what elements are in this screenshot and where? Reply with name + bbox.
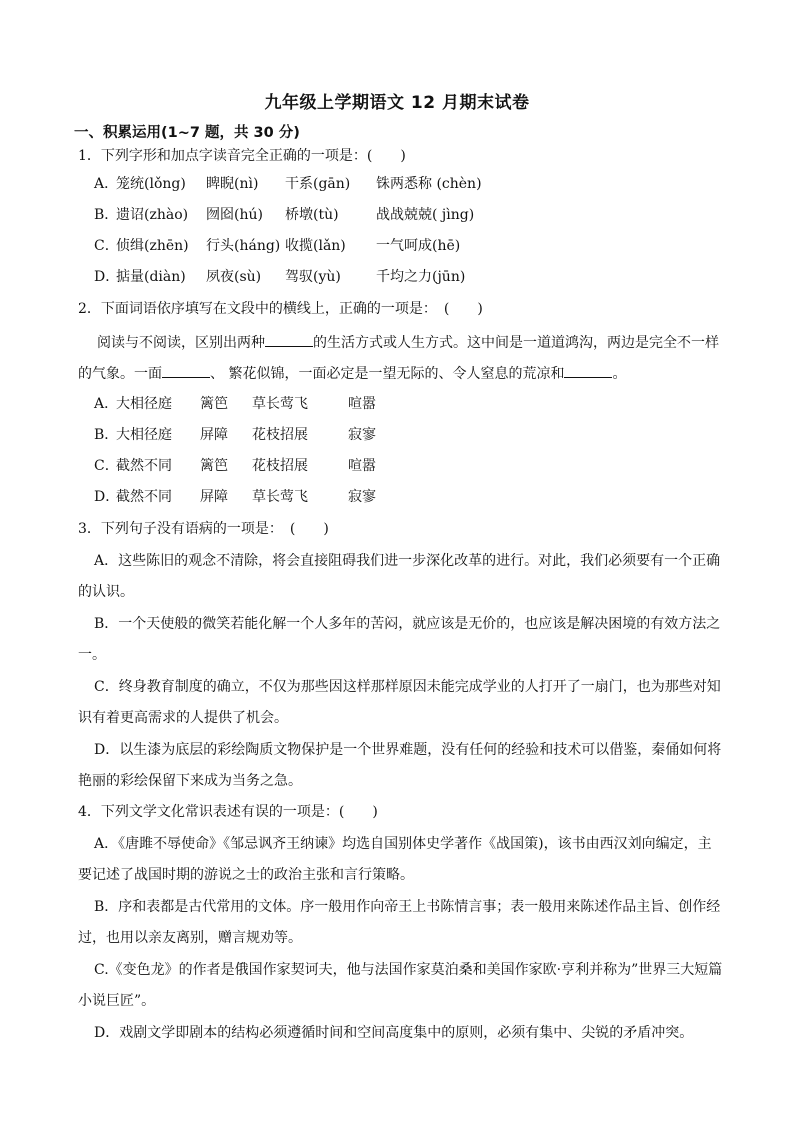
option-item: 花枝招展	[252, 427, 308, 443]
option-label: A．	[94, 176, 119, 192]
question-3-option-b-line-1: B．一个天使般的微笑若能化解一个人多年的苦闷，就应该是无价的，也应该是解决困境的有效方法之	[94, 616, 721, 632]
option-label: B．	[94, 427, 119, 443]
option-item: 笼统(lǒng)	[116, 176, 186, 192]
option-item: 行头(háng)	[206, 238, 281, 254]
option-item: 驾驭(yù)	[285, 269, 341, 285]
option-label: C．	[94, 238, 119, 254]
passage-text: 阅读与不阅读，区别出两种	[97, 335, 265, 351]
question-4-option-a-line-1: A．《唐雎不辱使命》《邹忌讽齐王纳谏》均选自国别体史学著作《战国策)，该书由西汉刘向编定，主	[94, 836, 712, 852]
option-item: 草长莺飞	[252, 396, 308, 412]
page-title: 九年级上学期语文 12 月期末试卷	[264, 93, 530, 113]
option-item: 截然不同	[116, 489, 172, 505]
question-2-option-a	[94, 394, 376, 414]
passage-text: 的生活方式或人生方式。这中间是一道道鸿沟，两边是完全不一样	[313, 335, 719, 351]
option-item: 截然不同	[116, 458, 172, 474]
question-3-option-c-line-2: 识有着更高需求的人提供了机会。	[78, 710, 288, 726]
option-item: 草长莺飞	[252, 489, 308, 505]
option-item: 喧嚣	[348, 396, 376, 412]
question-4-option-c-line-2: 小说巨匠”。	[78, 993, 156, 1009]
option-label: C．	[94, 458, 119, 474]
question-4-option-c-line-1: C.《变色龙》的作者是俄国作家契诃夫，他与法国作家莫泊桑和美国作家欧·亨利并称为”世界三大短篇	[94, 962, 723, 978]
question-4-option-a-line-2: 要记述了战国时期的游说之士的政治主张和言行策略。	[78, 867, 414, 883]
option-item: 寂寥	[348, 489, 376, 505]
question-3-stem: 3．下列句子没有语病的一项是： ( )	[78, 521, 329, 537]
option-item: 花枝招展	[252, 458, 308, 474]
option-item: 一气呵成(hē)	[376, 238, 461, 254]
fill-blank-1	[265, 332, 313, 347]
question-2-option-c	[94, 456, 376, 476]
section-heading: 一、积累运用(1~7 题，共 30 分)	[74, 125, 300, 141]
option-item: 干系(gān)	[285, 176, 351, 192]
question-1-option-c	[94, 236, 460, 256]
passage-text: 的气象。一面	[78, 366, 162, 382]
option-item: 夙夜(sù)	[206, 269, 262, 285]
question-2-passage-line-1	[97, 332, 719, 353]
question-3-option-d-line-1: D．以生漆为底层的彩绘陶质文物保护是一个世界难题，没有任何的经验和技术可以借鉴，秦俑如何将	[94, 742, 722, 758]
option-item: 收揽(lǎn)	[285, 238, 346, 254]
question-2-passage-line-2	[78, 363, 626, 384]
question-2-option-b	[94, 425, 376, 445]
question-3-option-c-line-1: C．终身教育制度的确立，不仅为那些因这样那样原因未能完成学业的人打开了一扇门，也为那些对知	[94, 679, 721, 695]
option-item: 囫囵(hú)	[206, 207, 263, 223]
option-item: 千均之力(jūn)	[376, 269, 466, 285]
option-item: 大相径庭	[116, 396, 172, 412]
question-2-option-d	[94, 487, 376, 507]
option-item: 大相径庭	[116, 427, 172, 443]
fill-blank-3	[564, 363, 612, 378]
question-1-stem: 1．下列字形和加点字读音完全正确的一项是：( )	[78, 148, 406, 164]
question-1-option-a	[94, 174, 482, 194]
question-4-option-b-line-2: 过，也用以亲友离别，赠言规劝等。	[78, 930, 302, 946]
option-item: 遗诏(zhào)	[116, 207, 189, 223]
passage-text: 。	[612, 366, 627, 382]
option-label: D．	[94, 269, 120, 285]
question-3-option-d-line-2: 艳丽的彩绘保留下来成为当务之急。	[78, 773, 302, 789]
question-4-option-b-line-1: B．序和表都是古代常用的文体。序一般用作向帝王上书陈情言事；表一般用来陈述作品主旨、创作经	[94, 899, 721, 915]
option-item: 屏障	[200, 427, 228, 443]
option-item: 战战兢兢( jìng)	[376, 207, 475, 223]
fill-blank-2	[162, 363, 210, 378]
question-1-option-b	[94, 205, 474, 225]
option-item: 喧嚣	[348, 458, 376, 474]
option-item: 桥墩(tù)	[285, 207, 339, 223]
option-item: 铢两悉称 (chèn)	[376, 176, 482, 192]
question-3-option-a-line-1: A．这些陈旧的观念不清除，将会直接阻碍我们进一步深化改革的进行。对此，我们必须要有一个正确	[94, 553, 721, 569]
option-item: 睥睨(nì)	[206, 176, 259, 192]
question-3-option-b-line-2: 一。	[78, 647, 106, 663]
option-item: 屏障	[200, 489, 228, 505]
option-label: D．	[94, 489, 120, 505]
question-1-option-d	[94, 267, 465, 287]
option-item: 寂寥	[348, 427, 376, 443]
question-4-option-d-line-1: D．戏剧文学即剧本的结构必须遵循时间和空间高度集中的原则，必须有集中、尖锐的矛盾冲突。	[94, 1025, 694, 1041]
question-2-stem: 2．下面词语依序填写在文段中的横线上，正确的一项是： ( )	[78, 301, 483, 317]
option-item: 篱笆	[200, 396, 228, 412]
option-label: A．	[94, 396, 119, 412]
option-item: 侦缉(zhēn)	[116, 238, 189, 254]
option-item: 篱笆	[200, 458, 228, 474]
option-item: 掂量(diàn)	[116, 269, 186, 285]
question-3-option-a-line-2: 的认识。	[78, 584, 134, 600]
option-label: B．	[94, 207, 119, 223]
question-4-stem: 4．下列文学文化常识表述有误的一项是：( )	[78, 804, 378, 820]
passage-text: 、 繁花似锦，一面必定是一望无际的、令人窒息的荒凉和	[210, 366, 565, 382]
